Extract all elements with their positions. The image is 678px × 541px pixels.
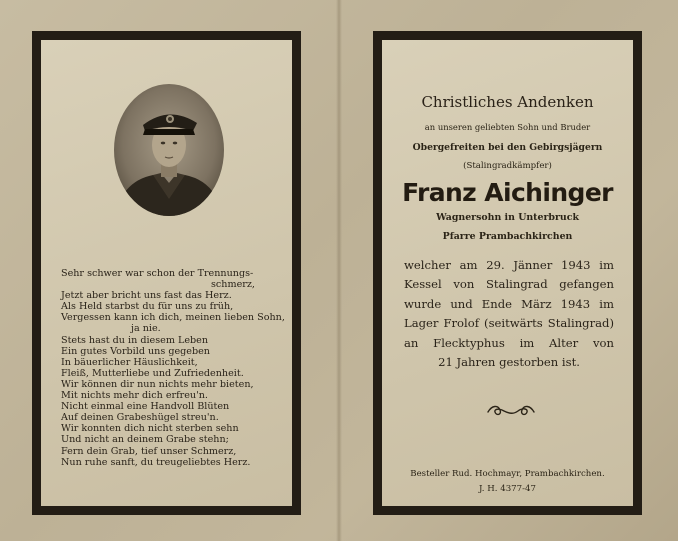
- word: von: [453, 277, 475, 292]
- poem-line: Wir können dir nun nichts mehr bieten,: [61, 378, 254, 390]
- poem-line: Vergessen kann ich dich, meinen lieben Sohn,: [61, 312, 285, 324]
- parish-line: Pfarre Prambachkirchen: [442, 231, 573, 242]
- word: Kessel: [404, 277, 442, 292]
- word: im: [599, 296, 614, 311]
- word: im: [599, 258, 614, 272]
- poem-line: Mit nichts mehr dich erfreu'n.: [61, 390, 208, 402]
- flourish-ornament: [484, 402, 538, 420]
- card-fold: [336, 0, 342, 541]
- poem-line: Fleiß, Mutterliebe und Zufriedenheit.: [61, 367, 244, 379]
- word: März: [521, 296, 552, 311]
- poem-line: Auf deinen Grabeshügel streu'n.: [61, 412, 219, 424]
- memorial-heading: Christliches Andenken: [421, 93, 594, 111]
- word: und: [450, 296, 473, 311]
- word: 1943: [560, 296, 591, 311]
- word: (seitwärts: [484, 316, 543, 331]
- word: von: [592, 335, 614, 350]
- poem-line: Jetzt aber bricht uns fast das Herz.: [61, 290, 232, 302]
- word: Lager: [404, 316, 439, 331]
- poem-line: In bäuerlicher Häuslichkeit,: [61, 356, 198, 368]
- poem-line: Als Held starbst du für uns zu früh,: [61, 301, 234, 313]
- word: Jänner: [513, 258, 553, 272]
- left-panel: [32, 31, 301, 515]
- poem: [61, 268, 291, 468]
- word: Ende: [481, 296, 513, 311]
- poem-line: Fern dein Grab, tief unser Schmerz,: [61, 445, 237, 457]
- death-account: [404, 256, 614, 372]
- account-line: [404, 334, 614, 353]
- poem-line: ja nie.: [131, 323, 161, 335]
- word: 21 Jahren gestorben ist.: [438, 355, 580, 370]
- account-line: [404, 353, 614, 372]
- word: welcher: [404, 258, 451, 272]
- right-panel: [373, 31, 642, 515]
- poem-line: Ein gutes Vorbild uns gegeben: [61, 345, 210, 357]
- account-line: [404, 275, 614, 294]
- word: an: [404, 335, 419, 350]
- poem-line: Und nicht an deinem Grabe stehn;: [61, 434, 229, 446]
- word: Stalingrad: [485, 277, 548, 292]
- account-line: [404, 295, 614, 314]
- account-line: [404, 256, 614, 275]
- poem-line: schmerz,: [211, 279, 255, 291]
- word: Alter: [549, 335, 579, 350]
- poem-line: Stets hast du in diesem Leben: [61, 334, 209, 346]
- word: Frolof: [443, 316, 480, 331]
- word: 1943: [561, 258, 591, 272]
- word: Flecktyphus: [433, 335, 505, 350]
- word: Stalingrad): [547, 316, 614, 331]
- print-reference: J. H. 4377-47: [479, 484, 536, 494]
- dedication-line: an unseren geliebten Sohn und Bruder: [424, 122, 591, 132]
- ordered-by: Besteller Rud. Hochmayr, Prambachkirchen.: [410, 469, 605, 479]
- stalingrad-note: (Stalingradkämpfer): [463, 161, 552, 171]
- word: 29.: [486, 258, 505, 272]
- poem-line: Nicht einmal eine Handvoll Blüten: [61, 401, 230, 413]
- account-line: [404, 314, 614, 333]
- poem-line: Nun ruhe sanft, du treugeliebtes Herz.: [61, 456, 251, 468]
- word: im: [519, 335, 535, 350]
- portrait-photo: [113, 83, 225, 217]
- poem-line: Wir konnten dich nicht sterben sehn: [61, 423, 239, 435]
- military-rank: Obergefreiten bei den Gebirgsjägern: [412, 142, 603, 153]
- word: wurde: [404, 296, 442, 311]
- word: am: [459, 258, 478, 272]
- word: gefangen: [559, 277, 614, 292]
- poem-line: Sehr schwer war schon der Trennungs-: [61, 268, 254, 279]
- occupation-line: Wagnersohn in Unterbruck: [436, 212, 579, 223]
- deceased-name: Franz Aichinger: [402, 178, 613, 207]
